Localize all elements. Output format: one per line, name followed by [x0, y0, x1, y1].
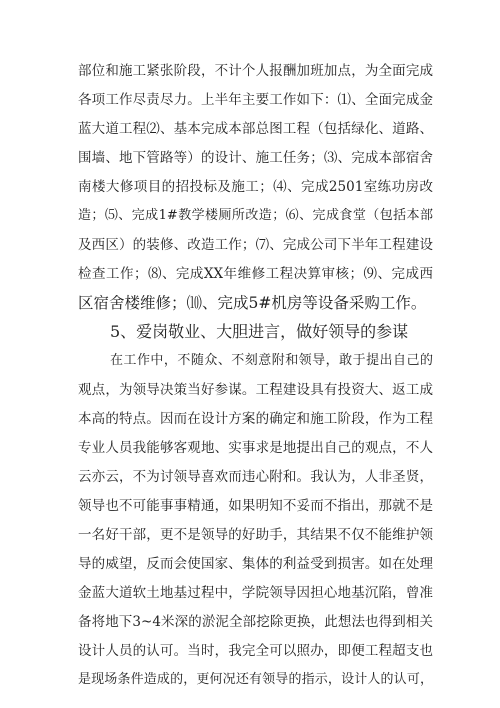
paragraph-2-line-7: 一名好干部，更不是领导的好助手，其结果不仅不能维护领 [78, 527, 433, 543]
paragraph-2-line-4: 专业人员我能够客观地、实事求是地提出自己的观点，不人 [78, 440, 433, 456]
paragraph-1-line-6: 造；⑸、完成1#教学楼厕所改造；⑹、完成食堂（包括本部 [78, 208, 433, 223]
paragraph-2-line-5: 云亦云，不为讨领导喜欢而违心附和。我认为，人非圣贤， [78, 469, 433, 485]
paragraph-2-line-8: 导的威望，反而会使国家、集体的利益受到损害。如在处理 [78, 556, 433, 572]
paragraph-1-line-7: 及西区）的装修、改造工作；⑺、完成公司下半年工程建设 [78, 237, 433, 253]
paragraph-2-line-6: 领导也不可能事事精通，如果明知不妥而不指出，那就不是 [78, 498, 433, 514]
section-heading: 5、爱岗敬业、大胆进言，做好领导的参谋 [110, 322, 409, 341]
paragraph-2-line-11: 设计人员的认可。当时，我完全可以照办，即便工程超支也 [78, 643, 433, 659]
paragraph-1-line-1: 部位和施工紧张阶段，不计个人报酬加班加点，为全面完成 [78, 63, 433, 79]
paragraph-1-line-3: 蓝大道工程⑵、基本完成本部总图工程（包括绿化、道路、 [78, 121, 433, 137]
paragraph-2-line-12: 是现场条件造成的，更何况还有领导的指示，设计人的认可， [78, 672, 433, 687]
paragraph-2-line-9: 金蓝大道软土地基过程中，学院领导因担心地基沉陷，曾准 [78, 585, 433, 601]
paragraph-1-line-2: 各项工作尽责尽力。上半年主要工作如下：⑴、全面完成金 [78, 92, 433, 108]
paragraph-1-line-5: 南楼大修项目的招投标及施工；⑷、完成2501室练功房改 [78, 179, 433, 195]
paragraph-1-line-4: 围墙、地下管路等）的设计、施工任务；⑶、完成本部宿舍 [78, 150, 433, 166]
paragraph-2-line-1: 在工作中，不随众、不刻意附和领导，敢于提出自己的 [110, 353, 433, 368]
paragraph-2-line-2: 观点，为领导决策当好参谋。工程建设具有投资大、返工成 [78, 382, 433, 398]
paragraph-2-line-3: 本高的特点。因而在设计方案的确定和施工阶段，作为工程 [78, 411, 433, 427]
paragraph-1-line-9: 区宿舍楼维修；⑽、完成5#机房等设备采购工作。 [78, 294, 427, 312]
paragraph-2-line-10: 备将地下3~4米深的淤泥全部挖除更换，此想法也得到相关 [78, 614, 433, 630]
paragraph-1-line-8: 检查工作；⑻、完成XX年维修工程决算审核；⑼、完成西 [78, 266, 433, 282]
